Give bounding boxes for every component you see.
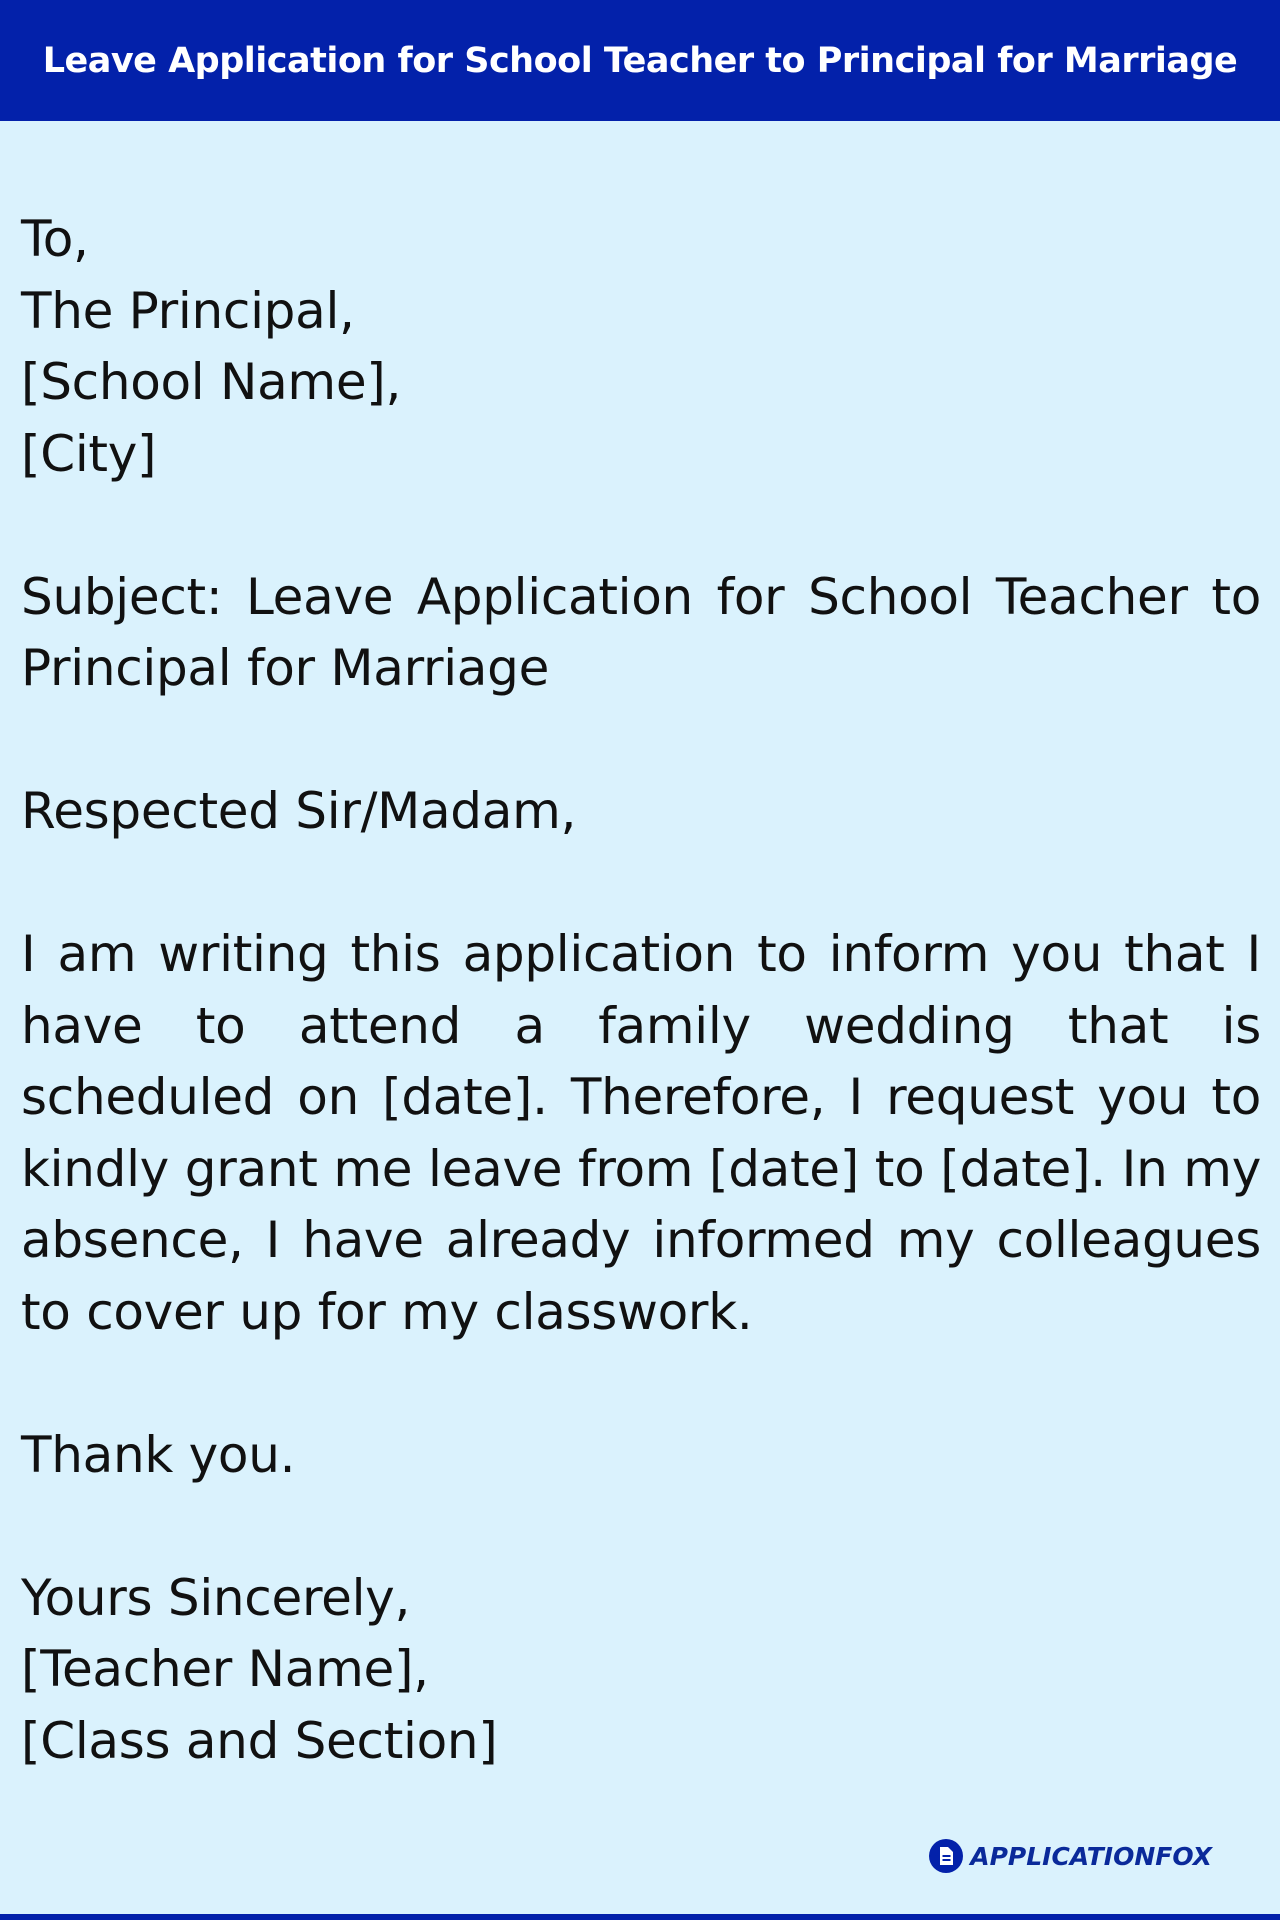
spacer (21, 1491, 1261, 1563)
spacer (21, 705, 1261, 777)
closing-line: [Class and Section] (21, 1711, 498, 1770)
header-bar (0, 0, 1280, 121)
body-paragraph: I am writing this application to inform you that I have to attend a family wedding that is scheduled on [date]. Therefore, I request you to kindly grant me leave from [date] to [date]. In my absence, I have already informed my colleagues to cover up for my classwork. (21, 925, 1261, 1341)
closing-line: Yours Sincerely, (21, 1568, 411, 1627)
spacer (21, 848, 1261, 920)
address-line: [City] (21, 424, 157, 483)
address-line: [School Name], (21, 353, 402, 411)
spacer (21, 1348, 1261, 1420)
subject-line: Subject: Leave Application for School Teacher to Principal for Marriage (21, 567, 1261, 697)
footer-bar (0, 1914, 1280, 1920)
thanks-line: Thank you. (21, 1425, 296, 1484)
address-line: To, (21, 210, 89, 268)
letter-body (21, 204, 1261, 1777)
closing-line: [Teacher Name], (21, 1640, 429, 1698)
brand-logo (928, 1838, 1212, 1874)
salutation: Respected Sir/Madam, (21, 782, 577, 840)
brand-name: APPLICATIONFOX (970, 1841, 1212, 1871)
spacer (21, 490, 1261, 562)
document-icon (928, 1838, 964, 1874)
page-title: Leave Application for School Teacher to Principal for Marriage (42, 40, 1238, 81)
address-line: The Principal, (21, 281, 355, 340)
